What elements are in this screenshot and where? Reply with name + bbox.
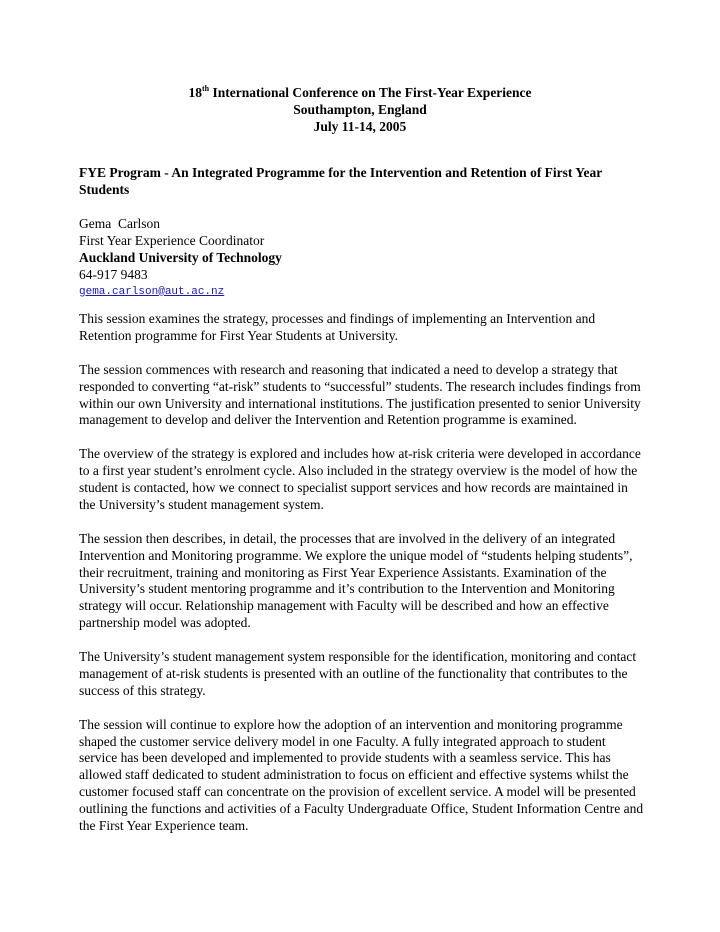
- author-block: [79, 216, 645, 301]
- abstract-paragraph: The session commences with research and reasoning that indicated a need to develop a strategy that responded to converting “at-risk” students to “successful” students. The research includes findings from within our own University and international institutions. The justification presented to senior University management to develop and deliver the Intervention and Retention programme is examined.: [79, 361, 641, 428]
- conference-location: Southampton, England: [293, 102, 427, 117]
- author-institution: Auckland University of Technology: [79, 249, 282, 265]
- conference-dates: July 11-14, 2005: [313, 119, 407, 134]
- abstract-paragraph: This session examines the strategy, processes and findings of implementing an Intervention and Retention programme for First Year Students at University.: [79, 311, 596, 343]
- abstract-paragraph: The session then describes, in detail, the processes that are involved in the delivery of an integrated Intervention and Monitoring programme. We explore the unique model of “students helping students”, their recruitment, training and monitoring as First Year Experience Assistants. Examination of the University’s student mentoring programme and it’s contribution to the Intervention and Monitoring strategy will occur. Relationship management with Faculty will be described and how an effective partnership model was adopted.: [79, 530, 633, 631]
- conference-name: [0, 84, 720, 101]
- author-name: Gema Carlson: [79, 216, 160, 231]
- abstract-paragraph: The overview of the strategy is explored and includes how at-risk criteria were developed in accordance to a first year student’s enrolment cycle. Also included in the strategy overview is the model of how the student is contacted, how we connect to specialist support services and how records are maintained in the University’s student management system.: [79, 446, 641, 512]
- author-phone: 64-917 9483: [79, 266, 148, 282]
- conference-ordinal-suffix: th: [201, 83, 210, 93]
- conference-header: [0, 84, 720, 135]
- author-role: First Year Experience Coordinator: [79, 232, 265, 248]
- conference-ordinal: 18: [188, 85, 202, 100]
- abstract-paragraph: The session will continue to explore how the adoption of an intervention and monitoring programme shaped the customer service delivery model in one Faculty. A fully integrated approach to student service has been developed and implemented to provide students with a seamless service. This has allowed staff dedicated to student administration to focus on efficient and effective systems whilst the customer focused staff can concentrate on the provision of excellent service. A model will be presented outlining the functions and activities of a Faculty Undergraduate Office, Student Information Centre and the First Year Experience team.: [79, 716, 644, 834]
- abstract-paragraph: The University’s student management system responsible for the identification, monitoring and contact management of at-risk students is presented with an outline of the functionality that contributes to the success of this strategy.: [79, 649, 637, 698]
- conference-name-text: International Conference on The First-Year Experience: [209, 85, 532, 100]
- session-title: FYE Program - An Integrated Programme for the Intervention and Retention of First Year Students: [79, 165, 603, 197]
- abstract-body: [79, 311, 645, 852]
- author-email-link[interactable]: gema.carlson@aut.ac.nz: [79, 285, 225, 298]
